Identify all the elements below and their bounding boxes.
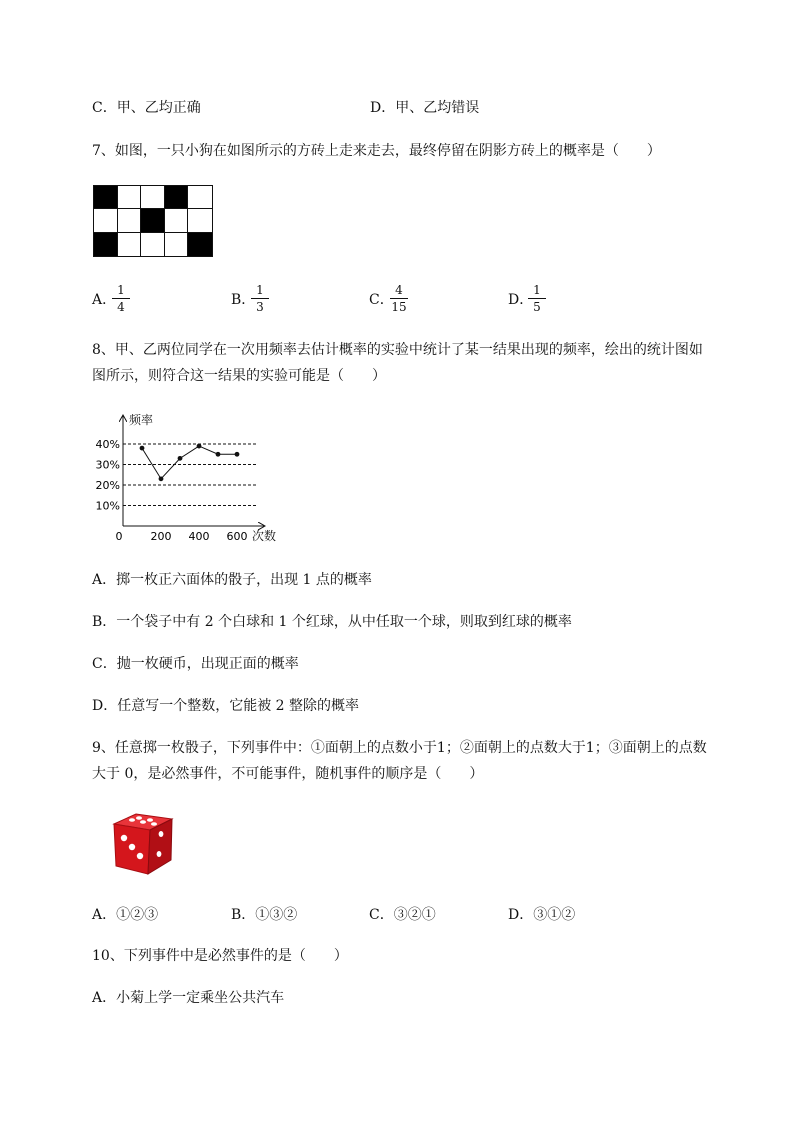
q10-stem: 10、下列事件中是必然事件的是（ ） bbox=[92, 948, 348, 964]
x-tick-label: 200 bbox=[150, 530, 172, 543]
y-axis-label: 频率 bbox=[129, 413, 154, 427]
tile-blank bbox=[141, 233, 165, 256]
q9-option-b: B．①③② bbox=[231, 907, 298, 923]
q6-option-d: D．甲、乙均错误 bbox=[370, 100, 480, 116]
q9-option-c: C．③②① bbox=[369, 907, 436, 923]
data-point bbox=[197, 444, 202, 449]
tile-grid-figure bbox=[93, 185, 213, 257]
q7-option-a-fraction bbox=[112, 283, 130, 314]
q7-option-b-numerator: 1 bbox=[256, 283, 264, 297]
tile-blank bbox=[94, 209, 118, 232]
frequency-chart bbox=[88, 408, 293, 548]
q7-option-c-numerator: 4 bbox=[395, 283, 403, 297]
q7-option-d-numerator: 1 bbox=[533, 283, 541, 297]
q8-stem-line-1: 8、甲、乙两位同学在一次用频率去估计概率的实验中统计了某一结果出现的频率，绘出的统计图如 bbox=[92, 342, 703, 358]
q7-option-b-label: B． bbox=[231, 292, 256, 308]
q8-option-b: B．一个袋子中有 2 个白球和 1 个红球，从中任取一个球，则取到红球的概率 bbox=[92, 614, 572, 630]
x-tick-label: 0 bbox=[115, 530, 123, 543]
x-tick-label: 600 bbox=[226, 530, 248, 543]
data-point bbox=[216, 452, 221, 457]
tile-blank bbox=[141, 186, 165, 209]
q7-option-c-fraction bbox=[390, 283, 408, 314]
tile-shaded bbox=[188, 233, 212, 256]
data-point bbox=[235, 452, 240, 457]
q7-option-d-fraction bbox=[528, 283, 546, 314]
data-point bbox=[178, 456, 183, 461]
q7-stem: 7、如图，一只小狗在如图所示的方砖上走来走去，最终停留在阴影方砖上的概率是（ ） bbox=[92, 143, 661, 159]
q9-option-d: D．③①② bbox=[508, 907, 576, 923]
dice-icon bbox=[106, 810, 178, 878]
tile-blank bbox=[188, 209, 212, 232]
q7-option-a-label: A． bbox=[92, 292, 117, 308]
tile-blank bbox=[118, 186, 142, 209]
tile-blank bbox=[188, 186, 212, 209]
tile-blank bbox=[165, 209, 189, 232]
y-tick-label: 10% bbox=[95, 499, 120, 513]
q7-option-c-denominator: 15 bbox=[391, 300, 407, 314]
q9-stem-line-2: 大于 0，是必然事件，不可能事件，随机事件的顺序是（ ） bbox=[92, 766, 484, 782]
data-point bbox=[140, 446, 145, 451]
q6-option-c: C．甲、乙均正确 bbox=[92, 100, 201, 116]
data-point bbox=[159, 476, 164, 481]
q8-option-a: A．掷一枚正六面体的骰子，出现 1 点的概率 bbox=[92, 572, 372, 588]
series-line bbox=[142, 446, 237, 479]
tile-shaded bbox=[94, 233, 118, 256]
tile-shaded bbox=[141, 209, 165, 232]
tile-blank bbox=[165, 233, 189, 256]
tile-blank bbox=[118, 233, 142, 256]
q7-option-d-label: D． bbox=[508, 292, 534, 308]
q10-option-a: A．小菊上学一定乘坐公共汽车 bbox=[92, 990, 285, 1006]
y-tick-label: 30% bbox=[95, 458, 120, 472]
q8-option-c: C．抛一枚硬币，出现正面的概率 bbox=[92, 656, 299, 672]
x-tick-label: 400 bbox=[188, 530, 210, 543]
q9-stem-line-1: 9、任意掷一枚骰子，下列事件中：①面朝上的点数小于1；②面朝上的点数大于1；③面朝上的点数 bbox=[92, 740, 707, 756]
x-axis-label: 次数 bbox=[252, 529, 277, 543]
q8-stem-line-2: 图所示，则符合这一结果的实验可能是（ ） bbox=[92, 368, 386, 384]
q7-option-b-fraction bbox=[251, 283, 269, 314]
tile-shaded bbox=[165, 186, 189, 209]
q8-option-d: D．任意写一个整数，它能被 2 整除的概率 bbox=[92, 698, 360, 714]
y-tick-label: 40% bbox=[95, 438, 120, 451]
tile-shaded bbox=[94, 186, 118, 209]
q9-option-a: A．①②③ bbox=[92, 907, 159, 923]
q7-option-a-denominator: 4 bbox=[117, 300, 125, 314]
q7-option-a-numerator: 1 bbox=[117, 283, 125, 297]
tile-blank bbox=[118, 209, 142, 232]
q7-option-d-denominator: 5 bbox=[533, 300, 541, 314]
y-tick-label: 20% bbox=[95, 479, 120, 492]
q7-option-c-label: C． bbox=[369, 292, 394, 308]
q7-option-b-denominator: 3 bbox=[256, 300, 264, 314]
